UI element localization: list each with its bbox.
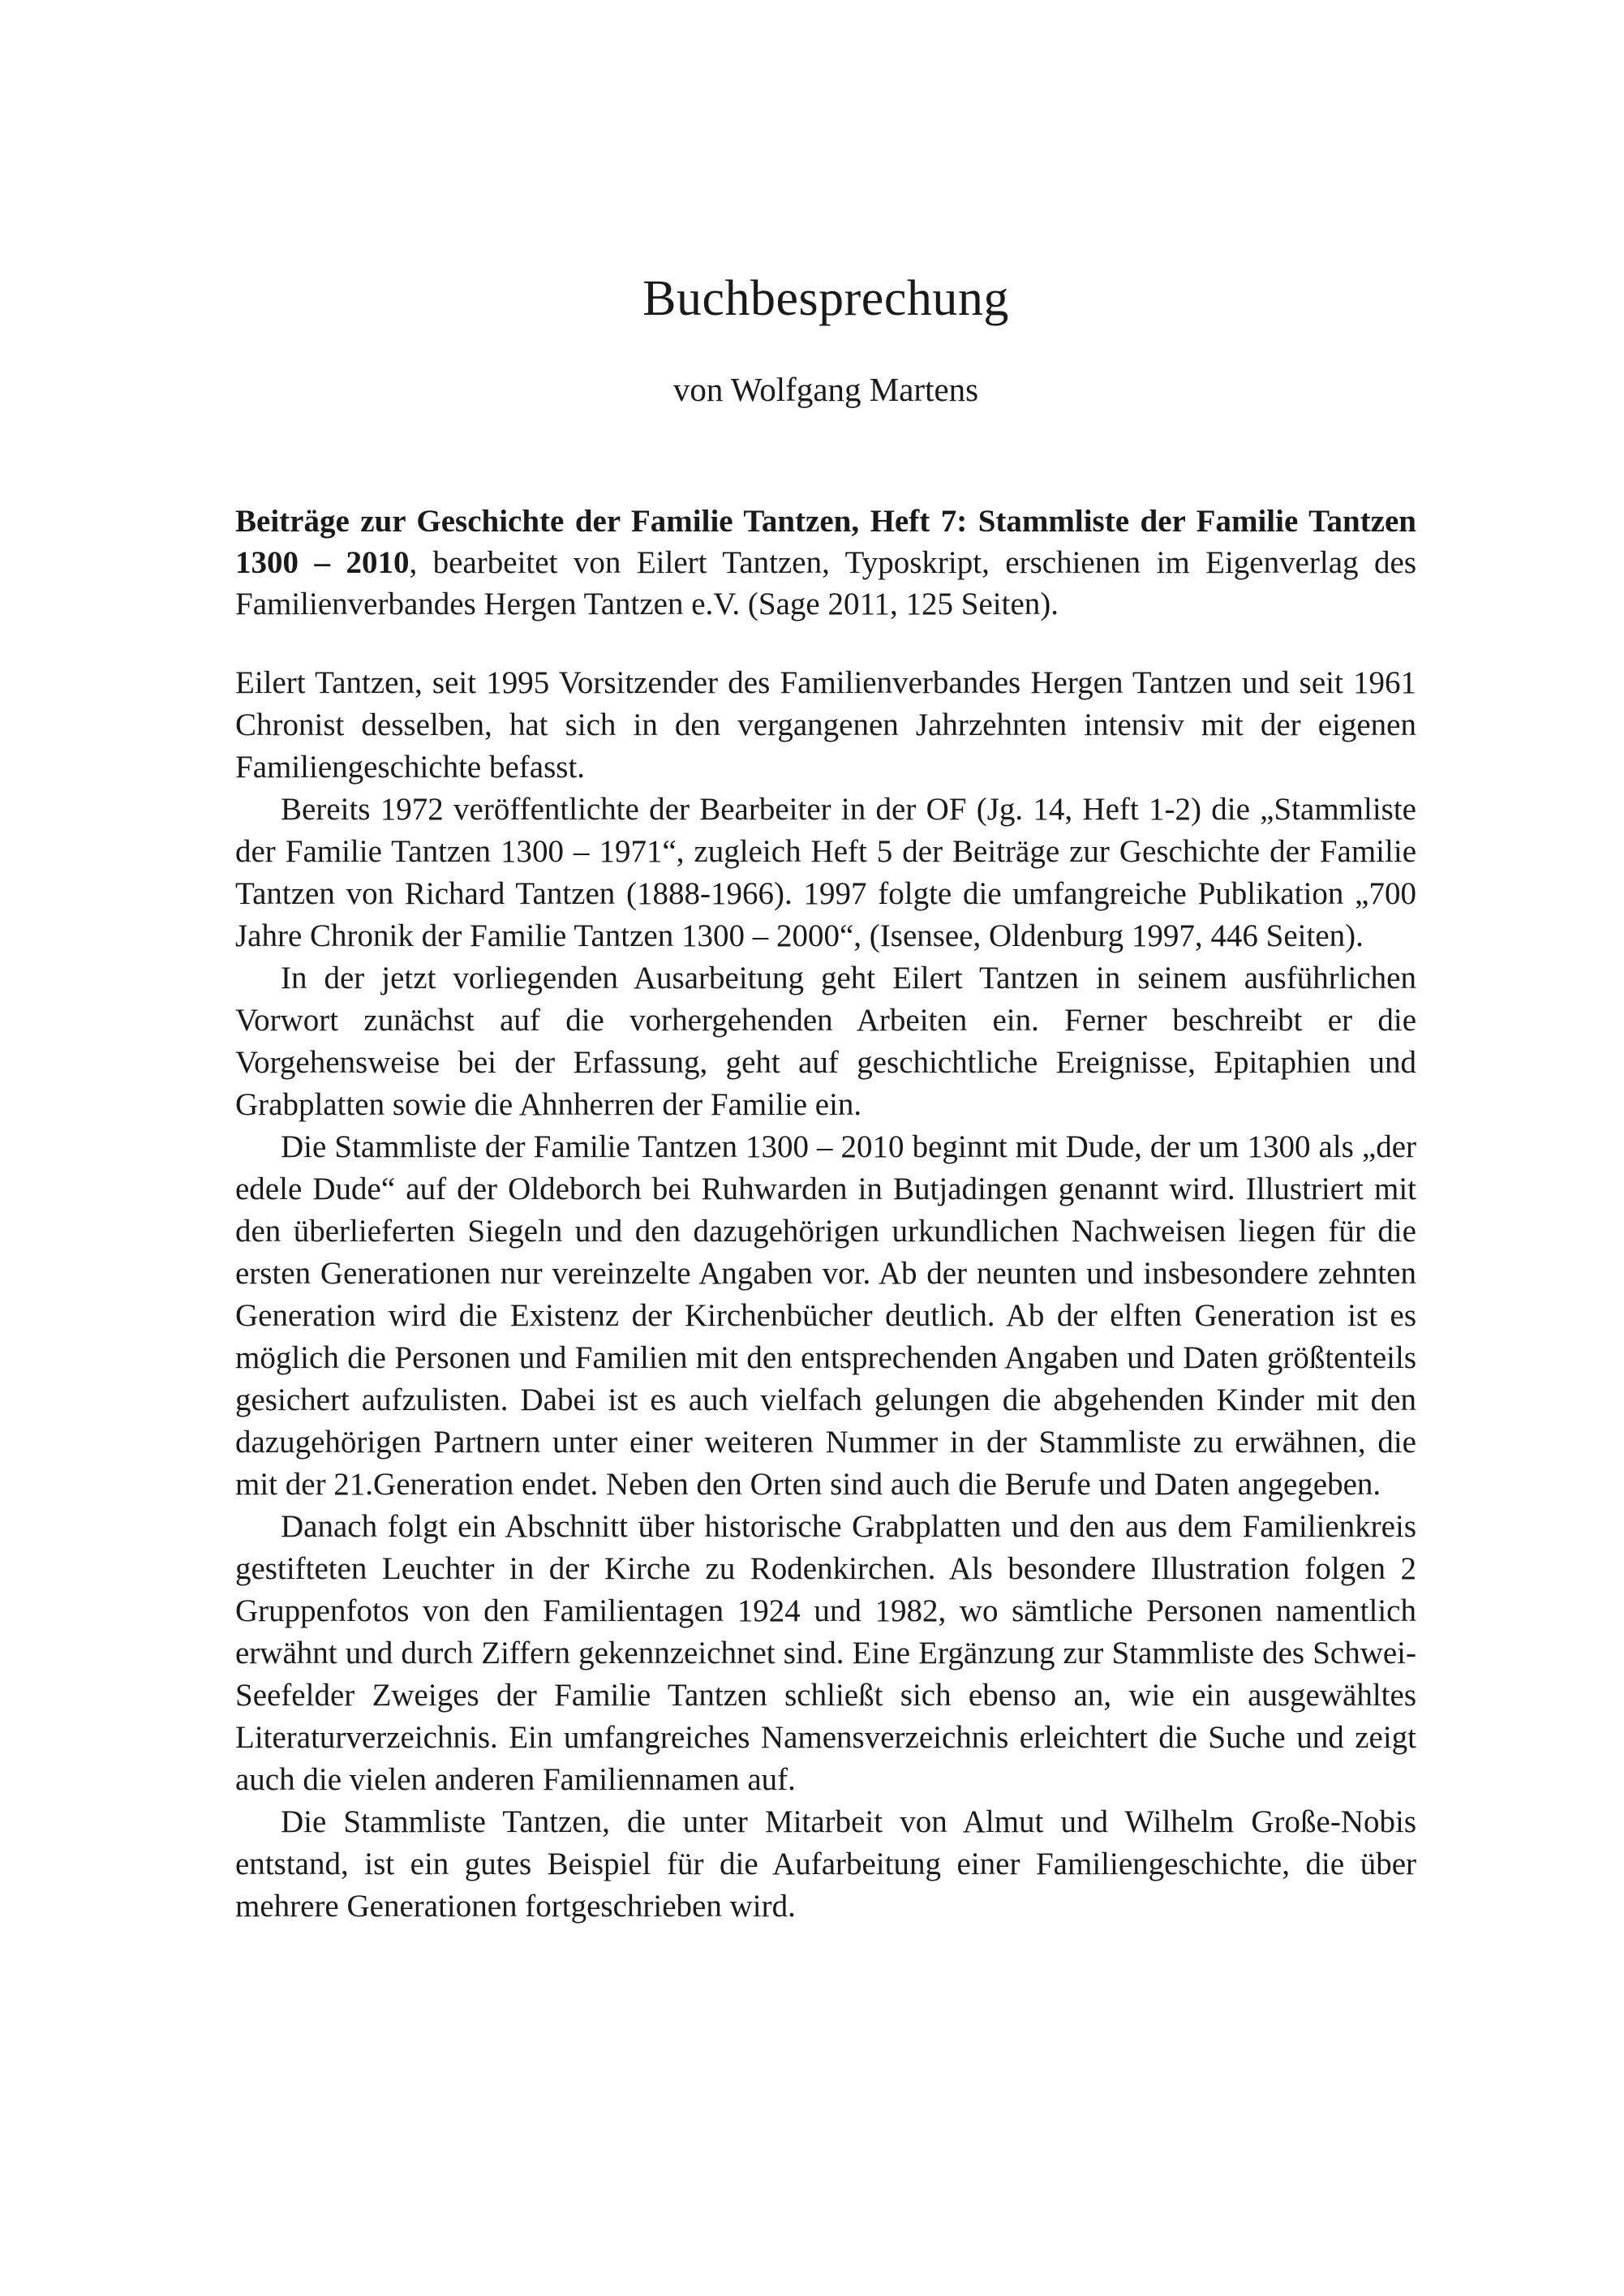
review-body	[235, 662, 1416, 1928]
author-line: von Wolfgang Martens	[672, 371, 979, 408]
paragraph: Bereits 1972 veröffentlichte der Bearbeiter in der OF (Jg. 14, Heft 1-2) die „Stammliste der Familie Tantzen 1300 – 1971“, zugleich Heft 5 der Beiträge zur Geschichte der Familie Tantzen von Richard Tantzen (1888-1966). 1997 folgte die umfangreiche Publikation „700 Jahre Chronik der Familie Tantzen 1300 – 2000“, (Isensee, Oldenburg 1997, 446 Seiten).	[235, 792, 1416, 953]
paragraph: Danach folgt ein Abschnitt über historische Grabplatten und den aus dem Familienkreis gestifteten Leuchter in der Kirche zu Rodenkirchen. Als besondere Illustration folgen 2 Gruppenfotos von den Familientagen 1924 und 1982, wo sämtliche Personen namentlich erwähnt und durch Ziffern gekennzeichnet sind. Eine Ergänzung zur Stammliste des Schwei-Seefelder Zweiges der Familie Tantzen schließt sich ebenso an, wie ein ausgewähltes Literaturverzeichnis. Ein umfangreiches Namensverzeichnis erleichtert die Suche und zeigt auch die vielen anderen Familiennamen auf.	[235, 1509, 1416, 1797]
page-title: Buchbesprechung	[642, 271, 1009, 326]
citation-details: , bearbeitet von Eilert Tantzen, Typoskript, erschienen im Eigenverlag des Familienverbandes Hergen Tantzen e.V. (Sage 2011, 125 Seiten).	[235, 545, 1417, 621]
paragraph: Die Stammliste Tantzen, die unter Mitarbeit von Almut und Wilhelm Große-Nobis entstand, ist ein gutes Beispiel für die Aufarbeitung einer Familiengeschichte, die über mehrere Generationen fortgeschrieben wird.	[235, 1804, 1416, 1924]
paragraph: Eilert Tantzen, seit 1995 Vorsitzender des Familienverbandes Hergen Tantzen und seit 1961 Chronist desselben, hat sich in den vergangenen Jahrzehnten intensiv mit der eigenen Familiengeschichte befasst.	[235, 665, 1416, 785]
paragraph: In der jetzt vorliegenden Ausarbeitung geht Eilert Tantzen in seinem ausführlichen Vorwort zunächst auf die vorhergehenden Arbeiten ein. Ferner beschreibt er die Vorgehensweise bei der Erfassung, geht auf geschichtliche Ereignisse, Epitaphien und Grabplatten sowie die Ahnherren der Familie ein.	[235, 961, 1416, 1122]
book-citation	[235, 501, 1416, 625]
paragraph: Die Stammliste der Familie Tantzen 1300 – 2010 beginnt mit Dude, der um 1300 als „der edele Dude“ auf der Oldeborch bei Ruhwarden in Butjadingen genannt wird. Illustriert mit den überlieferten Siegeln und den dazugehörigen urkundlichen Nachweisen liegen für die ersten Generationen nur vereinzelte Angaben vor. Ab der neunten und insbesondere zehnten Generation wird die Existenz der Kirchenbücher deutlich. Ab der elften Generation ist es möglich die Personen und Familien mit den entsprechenden Angaben und Daten größtenteils gesichert aufzulisten. Dabei ist es auch vielfach gelungen die abgehenden Kinder mit den dazugehörigen Partnern unter einer weiteren Nummer in der Stammliste zu erwähnen, die mit der 21.Generation endet. Neben den Orten sind auch die Berufe und Daten angegeben.	[235, 1129, 1416, 1502]
citation-title: Beiträge zur Geschichte der Familie Tantzen, Heft 7: Stammliste der Familie Tantzen 1300 – 2010	[235, 504, 1416, 580]
